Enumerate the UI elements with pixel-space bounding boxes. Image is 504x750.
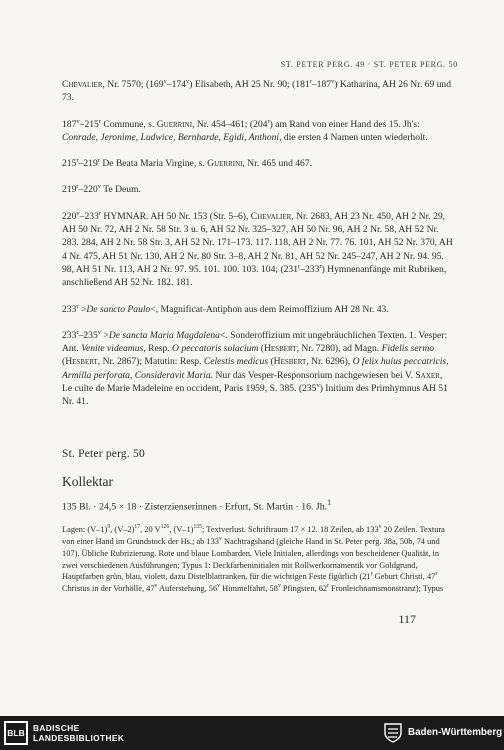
text-run: , Nr. 7280), ad Magn. bbox=[296, 343, 382, 355]
text-run: , 20 V bbox=[140, 524, 161, 534]
text-run: <, Magnificat-Antiphon aus dem Reimoffizium AH 28 Nr. 43. bbox=[150, 303, 389, 315]
text-run: Nachtragshand (gleiche Hand in St. Peter perg. 38a, 50b, 74 und 107). Übliche Rubrizierung. Rote und blaue Lombarden. Viele Initialen, allerdings von bescheidener Qualität, in zwei verschiedenen Ausführungen; Typus 1: Deckfarbeninitialen mit Rollwerkornamentik vor Goldgrund, Hauptfarben grün, blau, violett, dazu Distelblattranken, für die wichtigen Feste figürlich (21 bbox=[62, 536, 440, 582]
superscript: r bbox=[319, 262, 322, 270]
superscript: 135 bbox=[193, 524, 203, 530]
superscript: r bbox=[327, 583, 329, 590]
superscript: r bbox=[435, 571, 438, 578]
superscript: v bbox=[378, 524, 382, 530]
superscript: v bbox=[277, 583, 281, 590]
text-run: , Nr. 465 und 467. bbox=[242, 158, 313, 170]
text-run: 215 bbox=[62, 158, 77, 170]
text-run: Commune, s. bbox=[101, 118, 157, 130]
text-run: –174 bbox=[166, 79, 186, 90]
text-run: Himmelfahrt, 58 bbox=[220, 584, 278, 594]
paragraph bbox=[62, 118, 454, 145]
meta-text: 135 Bl. · 24,5 × 18 · Zisterzienserinnen · Erfurt, St. Martin · 16. Jh. bbox=[62, 501, 328, 513]
superscript: r bbox=[98, 209, 102, 217]
superscript: v bbox=[97, 328, 102, 336]
superscript: v bbox=[185, 77, 190, 85]
text-run: , Resp. bbox=[143, 343, 173, 355]
text-run: Auferstehung, 56 bbox=[157, 584, 218, 594]
superscript: v bbox=[97, 183, 102, 191]
footnote-mark: 1 bbox=[327, 498, 332, 508]
coat-of-arms-icon bbox=[383, 722, 403, 744]
text-run: De Beata Maria Virgine, s. bbox=[99, 158, 208, 170]
text-run: ( bbox=[62, 356, 66, 368]
bw-label: Baden-Württemberg bbox=[408, 727, 503, 738]
text-run: , Nr. 7570; (169 bbox=[102, 79, 164, 90]
lagen-paragraph bbox=[62, 524, 454, 595]
italic-text: De sancta Maria Magdalena bbox=[108, 329, 220, 341]
superscript: 17 bbox=[134, 524, 141, 530]
running-head: ST. PETER PERG. 49 · ST. PETER PERG. 50 bbox=[280, 60, 458, 69]
text-run: ; Textverlust. Schriftraum 17 × 12. 18 Zeilen, ab 133 bbox=[202, 524, 379, 534]
blb-line-1: BADISCHE bbox=[33, 723, 80, 733]
text-run: –233 bbox=[300, 263, 320, 275]
page-number: 117 bbox=[398, 612, 416, 626]
text-run: 219 bbox=[62, 184, 77, 196]
text-run: –220 bbox=[78, 184, 98, 196]
text-run: Christus in der Vorhölle, 47 bbox=[62, 584, 155, 594]
text-run: , Nr. 2867); Matutin: Resp. bbox=[97, 356, 204, 368]
text-run: –219 bbox=[78, 158, 98, 170]
text-run: , Nr. 2683, AH 23 Nr. 450, AH 2 Nr. 29, AH 50 Nr. 72, AH 2 Nr. 58 Str. 3 u. 6, AH 52 Nr. 325–327, AH 50 Nr. 96, AH 2 Nr. 58, AH 52 Nr. 283. 284, AH 2 Nr. 58 Str. 3, AH 52 Nr. 171–173. 117. 118, AH 2 Nr. 77. 76. 101, AH 52 Nr. 370, AH 4 Nr. 475, AH 51 Nr. 130, AH 2 Nr. 80 Str. 3–8, AH 2 Nr. 81, AH 52 Nr. 245–247, AH 2 Nr. 94. 95. 98, AH 51 Nr. 113, AH 2 Nr. 97. 95. 101. 100. 103. 104; (231 bbox=[62, 210, 453, 275]
content-area bbox=[62, 78, 454, 595]
text-run: ( bbox=[258, 343, 264, 355]
text-run: –215 bbox=[79, 118, 99, 130]
superscript: r bbox=[76, 157, 79, 164]
text-run: <. Sonderoffizium mit ungebräuchlichen Texten. 1. Vesper: Ant. bbox=[62, 329, 448, 355]
text-run: 233 bbox=[62, 329, 77, 341]
paragraph bbox=[62, 210, 454, 290]
text-run: Pfingsten, 62 bbox=[280, 584, 328, 594]
text-run: die ersten 4 Namen unten wiederholt. bbox=[281, 131, 428, 143]
superscript: v bbox=[76, 209, 80, 217]
paragraph bbox=[62, 78, 454, 105]
blb-logo-text bbox=[33, 723, 124, 743]
text-run: 20 Zeilen. Textura von einer Hand im Grundstock der Hs.; ab 133 bbox=[62, 524, 445, 546]
text-run: ( bbox=[268, 356, 274, 368]
superscript: v bbox=[163, 77, 167, 85]
text-run: Lagen: (V–1) bbox=[62, 524, 108, 534]
text-run: Nur das Vesper-Responsorium nachgewiesen bei V. bbox=[213, 369, 416, 381]
italic-text: O peccatoris solacium bbox=[172, 343, 259, 355]
text-run: –235 bbox=[78, 329, 98, 341]
text-run: ) Initium des Primhymnus AH 51 Nr. 41. bbox=[62, 383, 448, 408]
text-run: Te Deum. bbox=[101, 184, 141, 196]
text-run: ) Katharina, AH 26 Nr. 69 und 73. bbox=[62, 79, 452, 104]
superscript: 126 bbox=[160, 524, 170, 530]
text-run: –233 bbox=[79, 210, 99, 222]
text-run: Fronleichnamsmonstranz); Typus bbox=[329, 584, 444, 594]
text-run: , Le culte de Marie Madeleine en occident, Paris 1959, S. 385. (235 bbox=[62, 369, 443, 395]
superscript: r bbox=[370, 571, 373, 578]
author-name: Guerrini bbox=[207, 158, 243, 170]
superscript: 9 bbox=[107, 524, 111, 530]
author-name: Chevalier bbox=[62, 79, 103, 90]
text-run: 233 bbox=[62, 303, 77, 315]
text-run: 187 bbox=[62, 118, 77, 130]
superscript: v bbox=[154, 583, 158, 590]
italic-text: Conrade, Jeronime, Ludwice, Bernharde, Egidi, Anthoni, bbox=[62, 131, 282, 143]
paragraph bbox=[62, 157, 454, 170]
superscript: r bbox=[97, 157, 100, 164]
section-heading: St. Peter perg. 50 bbox=[62, 447, 145, 460]
kollektar-title: Kollektar bbox=[62, 473, 113, 489]
manuscript-meta-line bbox=[62, 496, 454, 514]
italic-text: Fidelis sermo bbox=[381, 343, 435, 355]
text-run: HYMNAR. AH 50 Nr. 153 (Str. 5–6), bbox=[101, 210, 251, 222]
text-run: > bbox=[101, 329, 109, 341]
superscript: r bbox=[267, 117, 270, 125]
text-run: –187 bbox=[311, 79, 332, 90]
author-name: Saxer bbox=[415, 369, 440, 381]
author-name: Chevalier bbox=[250, 210, 292, 222]
author-name: Guerrini bbox=[156, 118, 193, 130]
blb-logo-icon: BLB bbox=[4, 721, 28, 745]
italic-text: O felix huius peccatricis, Armilla perforata, Consideravit Maria. bbox=[62, 356, 449, 381]
text-run: 220 bbox=[62, 210, 77, 222]
text-run: ) Elisabeth, AH 25 Nr. 90; (181 bbox=[189, 79, 310, 90]
text-run: , Nr. 454–461; (204 bbox=[192, 118, 268, 130]
text-run: , (V–2) bbox=[110, 524, 135, 534]
superscript: v bbox=[217, 583, 221, 590]
superscript: r bbox=[309, 77, 312, 85]
text-run: ) Hymnenanfänge mit Rubriken, anschließend AH 52 Nr. 182. 181. bbox=[62, 263, 447, 289]
superscript: v bbox=[76, 117, 80, 125]
superscript: v bbox=[331, 77, 335, 85]
superscript: r bbox=[76, 183, 79, 191]
text-run: Geburt Christi, 47 bbox=[372, 572, 436, 582]
superscript: r bbox=[76, 328, 79, 336]
italic-text: De sancto Paulo bbox=[86, 303, 151, 315]
text-run: , Nr. 6296), bbox=[306, 356, 353, 368]
superscript: r bbox=[76, 302, 79, 310]
paragraph bbox=[62, 303, 454, 316]
paragraph bbox=[62, 329, 454, 409]
superscript: v bbox=[219, 535, 222, 542]
superscript: v bbox=[316, 381, 320, 389]
text-run: > bbox=[78, 303, 87, 315]
text-run: , (V–1) bbox=[169, 524, 194, 534]
superscript: r bbox=[298, 262, 301, 270]
text-run: ) am Rand von einer Hand des 15. Jh's: bbox=[269, 118, 420, 130]
italic-text: Celestis medicus bbox=[203, 356, 269, 368]
author-name: Hesbert bbox=[263, 343, 297, 355]
paragraph bbox=[62, 183, 454, 196]
blb-line-2: LANDESBIBLIOTHEK bbox=[33, 733, 125, 743]
author-name: Hesbert bbox=[273, 356, 307, 368]
superscript: r bbox=[98, 117, 102, 125]
italic-text: Venite videamus bbox=[81, 343, 144, 355]
footer-bar bbox=[0, 716, 504, 750]
author-name: Hesbert bbox=[65, 356, 98, 368]
